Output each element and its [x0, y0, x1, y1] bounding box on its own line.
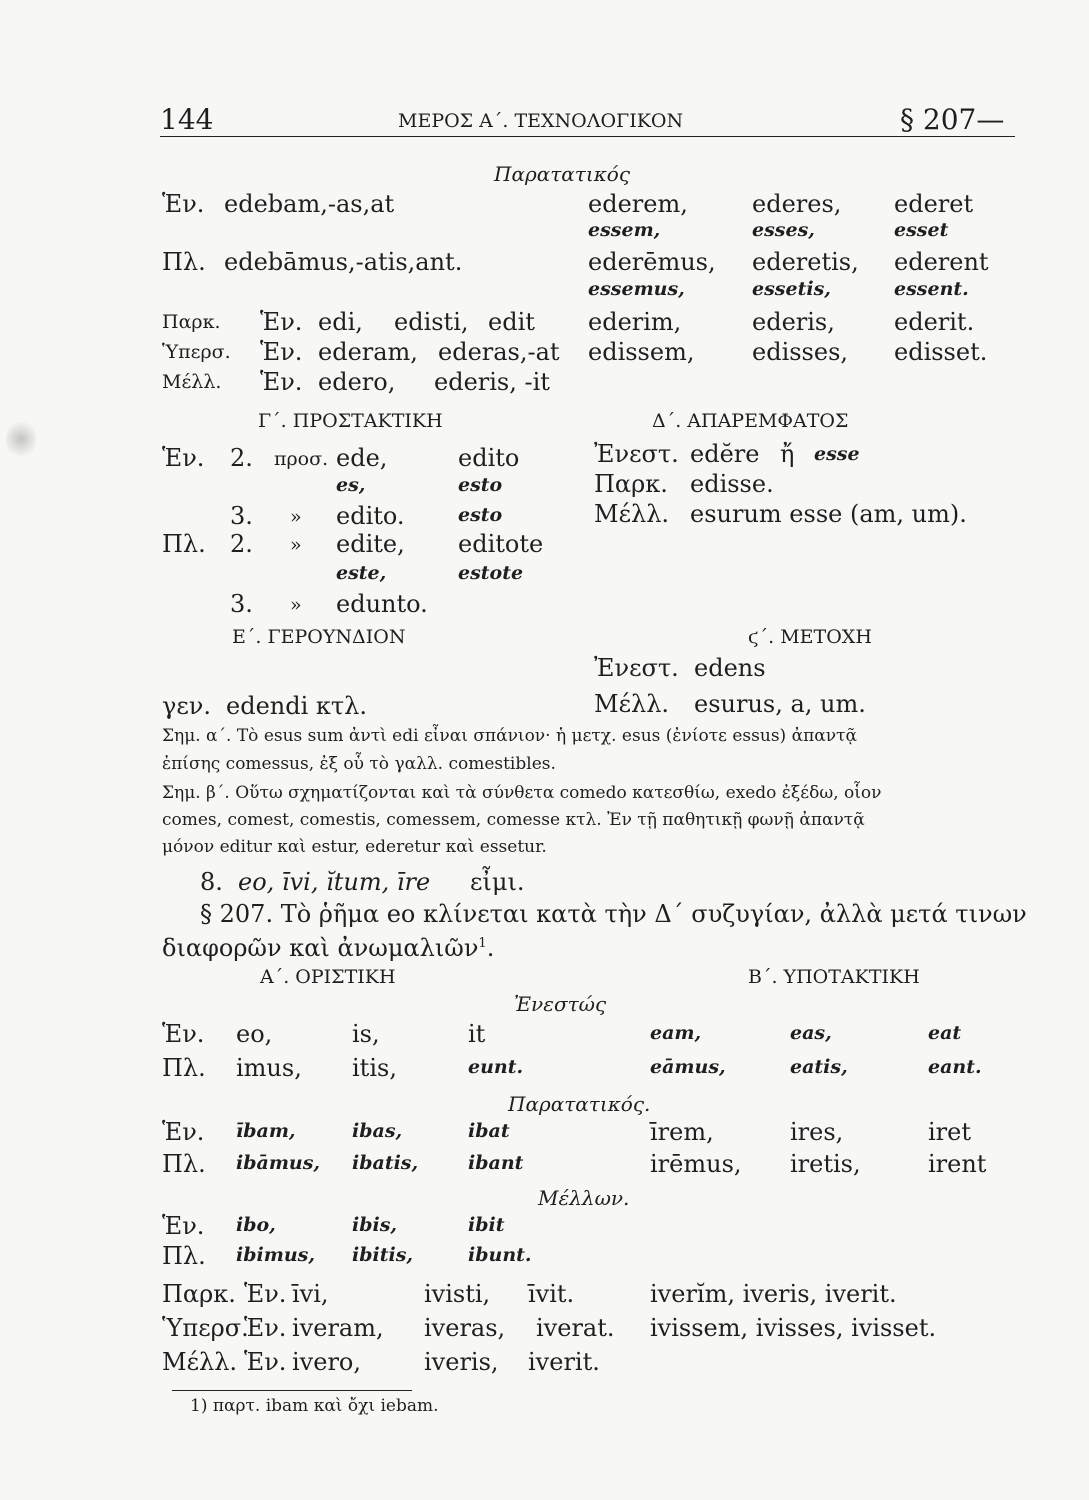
row-label: Ἑν. [162, 190, 205, 218]
row-label: Ἑν. [162, 1212, 205, 1240]
subjunctive-form: ederim, [588, 308, 682, 336]
number-label: Ἑν. [260, 308, 303, 336]
tense-label: Ἐνεστ. [594, 654, 679, 682]
participle-form: edens [694, 654, 766, 682]
subjunctive-form: ederēmus, [588, 248, 716, 276]
note-line: Σημ. β΄. Οὕτω σχηματίζονται καὶ τὰ σύνθετα comedo κατεσθίω, exedo ἐξέδω, οἷον [162, 783, 882, 803]
number-label: Ἑν. [162, 444, 205, 472]
imperative-form: esto [458, 474, 503, 496]
indicative-heading: Α΄. ΟΡΙΣΤΙΚΗ [260, 966, 396, 988]
indicative-form: ederam, [318, 338, 418, 366]
row-label: Πλ. [162, 248, 206, 276]
indicative-form: ibat [468, 1120, 510, 1142]
infinitive-form: esurum esse (am, um). [690, 500, 967, 528]
subjunctive-form: edisses, [752, 338, 849, 366]
subjunctive-form: esses, [752, 219, 815, 241]
imperative-marker: » [290, 506, 302, 528]
row-label: Ἑν. [162, 1020, 205, 1048]
indicative-form: īvit. [528, 1280, 575, 1308]
subjunctive-form: ires, [790, 1118, 844, 1146]
row-label: Πλ. [162, 1242, 206, 1270]
imperative-marker: » [290, 534, 302, 556]
indicative-form: ibit [468, 1214, 505, 1236]
imperative-form: ede, [336, 444, 388, 472]
subjunctive-form: esset [894, 219, 949, 241]
infinitive-form: esse [814, 443, 860, 465]
infinitive-form: edĕre [690, 440, 760, 468]
subjunctive-forms: iverĭm, iveris, iverit. [650, 1280, 897, 1308]
footnote: 1) παρτ. ibam καὶ ὄχι iebam. [190, 1396, 439, 1416]
subjunctive-form: īrem, [650, 1118, 714, 1146]
subjunctive-forms: ivissem, ivisses, ivisset. [650, 1314, 937, 1342]
person-label: 2. [230, 530, 253, 558]
indicative-form: ibunt. [468, 1244, 532, 1266]
subjunctive-form: edissem, [588, 338, 695, 366]
header-rule [160, 136, 1015, 137]
subjunctive-form: eat [928, 1022, 962, 1044]
subjunctive-form: ederis, [752, 308, 835, 336]
number-label: Ἑν. [244, 1314, 287, 1342]
subjunctive-form: essemus, [588, 278, 685, 300]
number-label: Ἑν. [244, 1348, 287, 1376]
section-207-line: § 207. Τὸ ῥῆμα eo κλίνεται κατὰ τὴν Δ΄ συζυγίαν, ἀλλὰ μετά τινων [200, 900, 1027, 928]
indicative-form: iveram, [292, 1314, 384, 1342]
indicative-form: it [468, 1020, 486, 1048]
item-number: 8. [200, 868, 223, 896]
indicative-form: ibant [468, 1152, 524, 1174]
subjunctive-form: essem, [588, 219, 661, 241]
number-label: Πλ. [162, 530, 206, 558]
section-207-line [162, 936, 494, 960]
imperative-form: estote [458, 562, 524, 584]
indicative-form: ibāmus, [236, 1152, 321, 1174]
principal-parts: eo, īvi, ĭtum, īre [238, 868, 431, 896]
section-207-text: διαφορῶν καὶ ἀνωμαλιῶν [162, 934, 479, 962]
imperative-form: edito [458, 444, 520, 472]
indicative-form: iveras, [424, 1314, 506, 1342]
row-label: Παρκ. [162, 1280, 236, 1308]
indicative-form: īvi, [292, 1280, 329, 1308]
imperative-form: editote [458, 530, 544, 558]
indicative-form: itis, [352, 1054, 397, 1082]
note-line: Σημ. α΄. Τὸ esus sum ἀντὶ edi εἶναι σπάνιον· ἡ μετχ. esus (ἐνίοτε essus) ἀπαντᾷ [162, 726, 857, 746]
subjunctive-form: eas, [790, 1022, 832, 1044]
subjunctive-form: eatis, [790, 1056, 848, 1078]
subjunctive-form: iret [928, 1118, 971, 1146]
page-number: 144 [160, 103, 214, 136]
imperfect-heading: Παρατατικός [494, 162, 631, 186]
indicative-form: iverit. [528, 1348, 600, 1376]
indicative-form: iveris, [424, 1348, 499, 1376]
indicative-form: ivero, [292, 1348, 361, 1376]
subjunctive-form: edisset. [894, 338, 988, 366]
number-label: Ἑν. [244, 1280, 287, 1308]
imperative-form: es, [336, 474, 366, 496]
indicative-form: edebāmus,-atis,ant. [224, 248, 463, 276]
row-label: Ἑν. [162, 1118, 205, 1146]
imperative-form: edunto. [336, 590, 428, 618]
person-label: 2. [230, 444, 253, 472]
infinitive-heading: Δ΄. ΑΠΑΡΕΜΦΑΤΟΣ [652, 410, 849, 432]
subjunctive-form: ederes, [752, 190, 842, 218]
subjunctive-form: irēmus, [650, 1150, 742, 1178]
tense-label: Ἐνεστ. [594, 440, 679, 468]
participle-heading: ϛ΄. ΜΕΤΟΧΗ [748, 626, 872, 648]
imperative-heading: Γ΄. ΠΡΟΣΤΑΚΤΙΚΗ [258, 410, 443, 432]
subjunctive-form: ederet [894, 190, 974, 218]
row-label: Μέλλ. [162, 371, 222, 393]
indicative-form: iverat. [536, 1314, 615, 1342]
gerund-heading: Ε΄. ΓΕΡΟΥΝΔΙΟΝ [232, 626, 406, 648]
tense-label: Παρκ. [594, 470, 668, 498]
imperative-marker: » [290, 594, 302, 616]
imperative-form: edite, [336, 530, 405, 558]
indicative-form: is, [352, 1020, 380, 1048]
indicative-form: ivisti, [424, 1280, 491, 1308]
footnote-ref: 1 [478, 936, 487, 951]
infinitive-conjunction: ἤ [780, 440, 795, 468]
subjunctive-form: eant. [928, 1056, 982, 1078]
indicative-form: ibimus, [236, 1244, 315, 1266]
gerund-label: γεν. [162, 692, 211, 720]
imperative-form: edito. [336, 502, 405, 530]
running-title: ΜΕΡΟΣ Α΄. ΤΕΧΝΟΛΟΓΙΚΟΝ [398, 110, 684, 132]
subjunctive-form: eam, [650, 1022, 702, 1044]
future-heading: Μέλλων. [538, 1186, 630, 1210]
indicative-form: edero, [318, 368, 396, 396]
indicative-form: ederis, -it [434, 368, 550, 396]
subjunctive-form: ederetis, [752, 248, 859, 276]
indicative-form: ederas,-at [438, 338, 560, 366]
person-label: 3. [230, 590, 253, 618]
page-smudge [6, 418, 36, 460]
present-heading: Ἐνεστώς [514, 992, 607, 1016]
indicative-form: eunt. [468, 1056, 524, 1078]
indicative-form: eo, [236, 1020, 273, 1048]
period: . [486, 934, 495, 962]
indicative-form: ibatis, [352, 1152, 419, 1174]
subjunctive-form: ederem, [588, 190, 688, 218]
imperative-marker: προσ. [274, 448, 329, 470]
footnote-rule [172, 1390, 412, 1391]
indicative-form: edisti, [394, 308, 469, 336]
number-label: Ἑν. [260, 368, 303, 396]
row-label: Ὑπερσ. [162, 1314, 249, 1342]
indicative-form: edi, [318, 308, 363, 336]
subjunctive-form: iretis, [790, 1150, 861, 1178]
row-label: Μέλλ. [162, 1348, 238, 1376]
subjunctive-form: essent. [894, 278, 969, 300]
indicative-form: ibas, [352, 1120, 403, 1142]
indicative-form: ībam, [236, 1120, 296, 1142]
indicative-form: ibitis, [352, 1244, 414, 1266]
imperfect-heading: Παρατατικός. [508, 1092, 651, 1116]
row-label: Ὑπερσ. [162, 341, 231, 363]
person-label: 3. [230, 502, 253, 530]
tense-label: Μέλλ. [594, 500, 670, 528]
subjunctive-form: ederent [894, 248, 989, 276]
note-line: μόνον editur καὶ estur, ederetur καὶ essetur. [162, 837, 547, 857]
infinitive-form: edisse. [690, 470, 774, 498]
subjunctive-form: eāmus, [650, 1056, 726, 1078]
row-label: Παρκ. [162, 311, 221, 333]
indicative-form: imus, [236, 1054, 302, 1082]
indicative-form: edit [488, 308, 535, 336]
row-label: Πλ. [162, 1054, 206, 1082]
subjunctive-form: essetis, [752, 278, 831, 300]
tense-label: Μέλλ. [594, 690, 670, 718]
indicative-form: ibis, [352, 1214, 398, 1236]
subjunctive-form: irent [928, 1150, 987, 1178]
note-line: ἐπίσης comessus, ἐξ οὗ τὸ γαλλ. comestibles. [162, 754, 556, 774]
participle-form: esurus, a, um. [694, 690, 866, 718]
number-label: Ἑν. [260, 338, 303, 366]
gerund-form: edendi κτλ. [226, 692, 368, 720]
subjunctive-heading: Β΄. ΥΠΟΤΑΚΤΙΚΗ [748, 966, 920, 988]
row-label: Πλ. [162, 1150, 206, 1178]
imperative-form: esto [458, 504, 503, 526]
subjunctive-form: ederit. [894, 308, 975, 336]
indicative-form: ibo, [236, 1214, 276, 1236]
note-line: comes, comest, comestis, comessem, comesse κτλ. Ἐν τῇ παθητικῇ φωνῇ ἀπαντᾷ [162, 810, 865, 830]
indicative-form: edebam,-as,at [224, 190, 395, 218]
principal-parts-gloss: εἶμι. [470, 868, 525, 896]
imperative-form: este, [336, 562, 387, 584]
section-marker: § 207— [900, 103, 1005, 136]
